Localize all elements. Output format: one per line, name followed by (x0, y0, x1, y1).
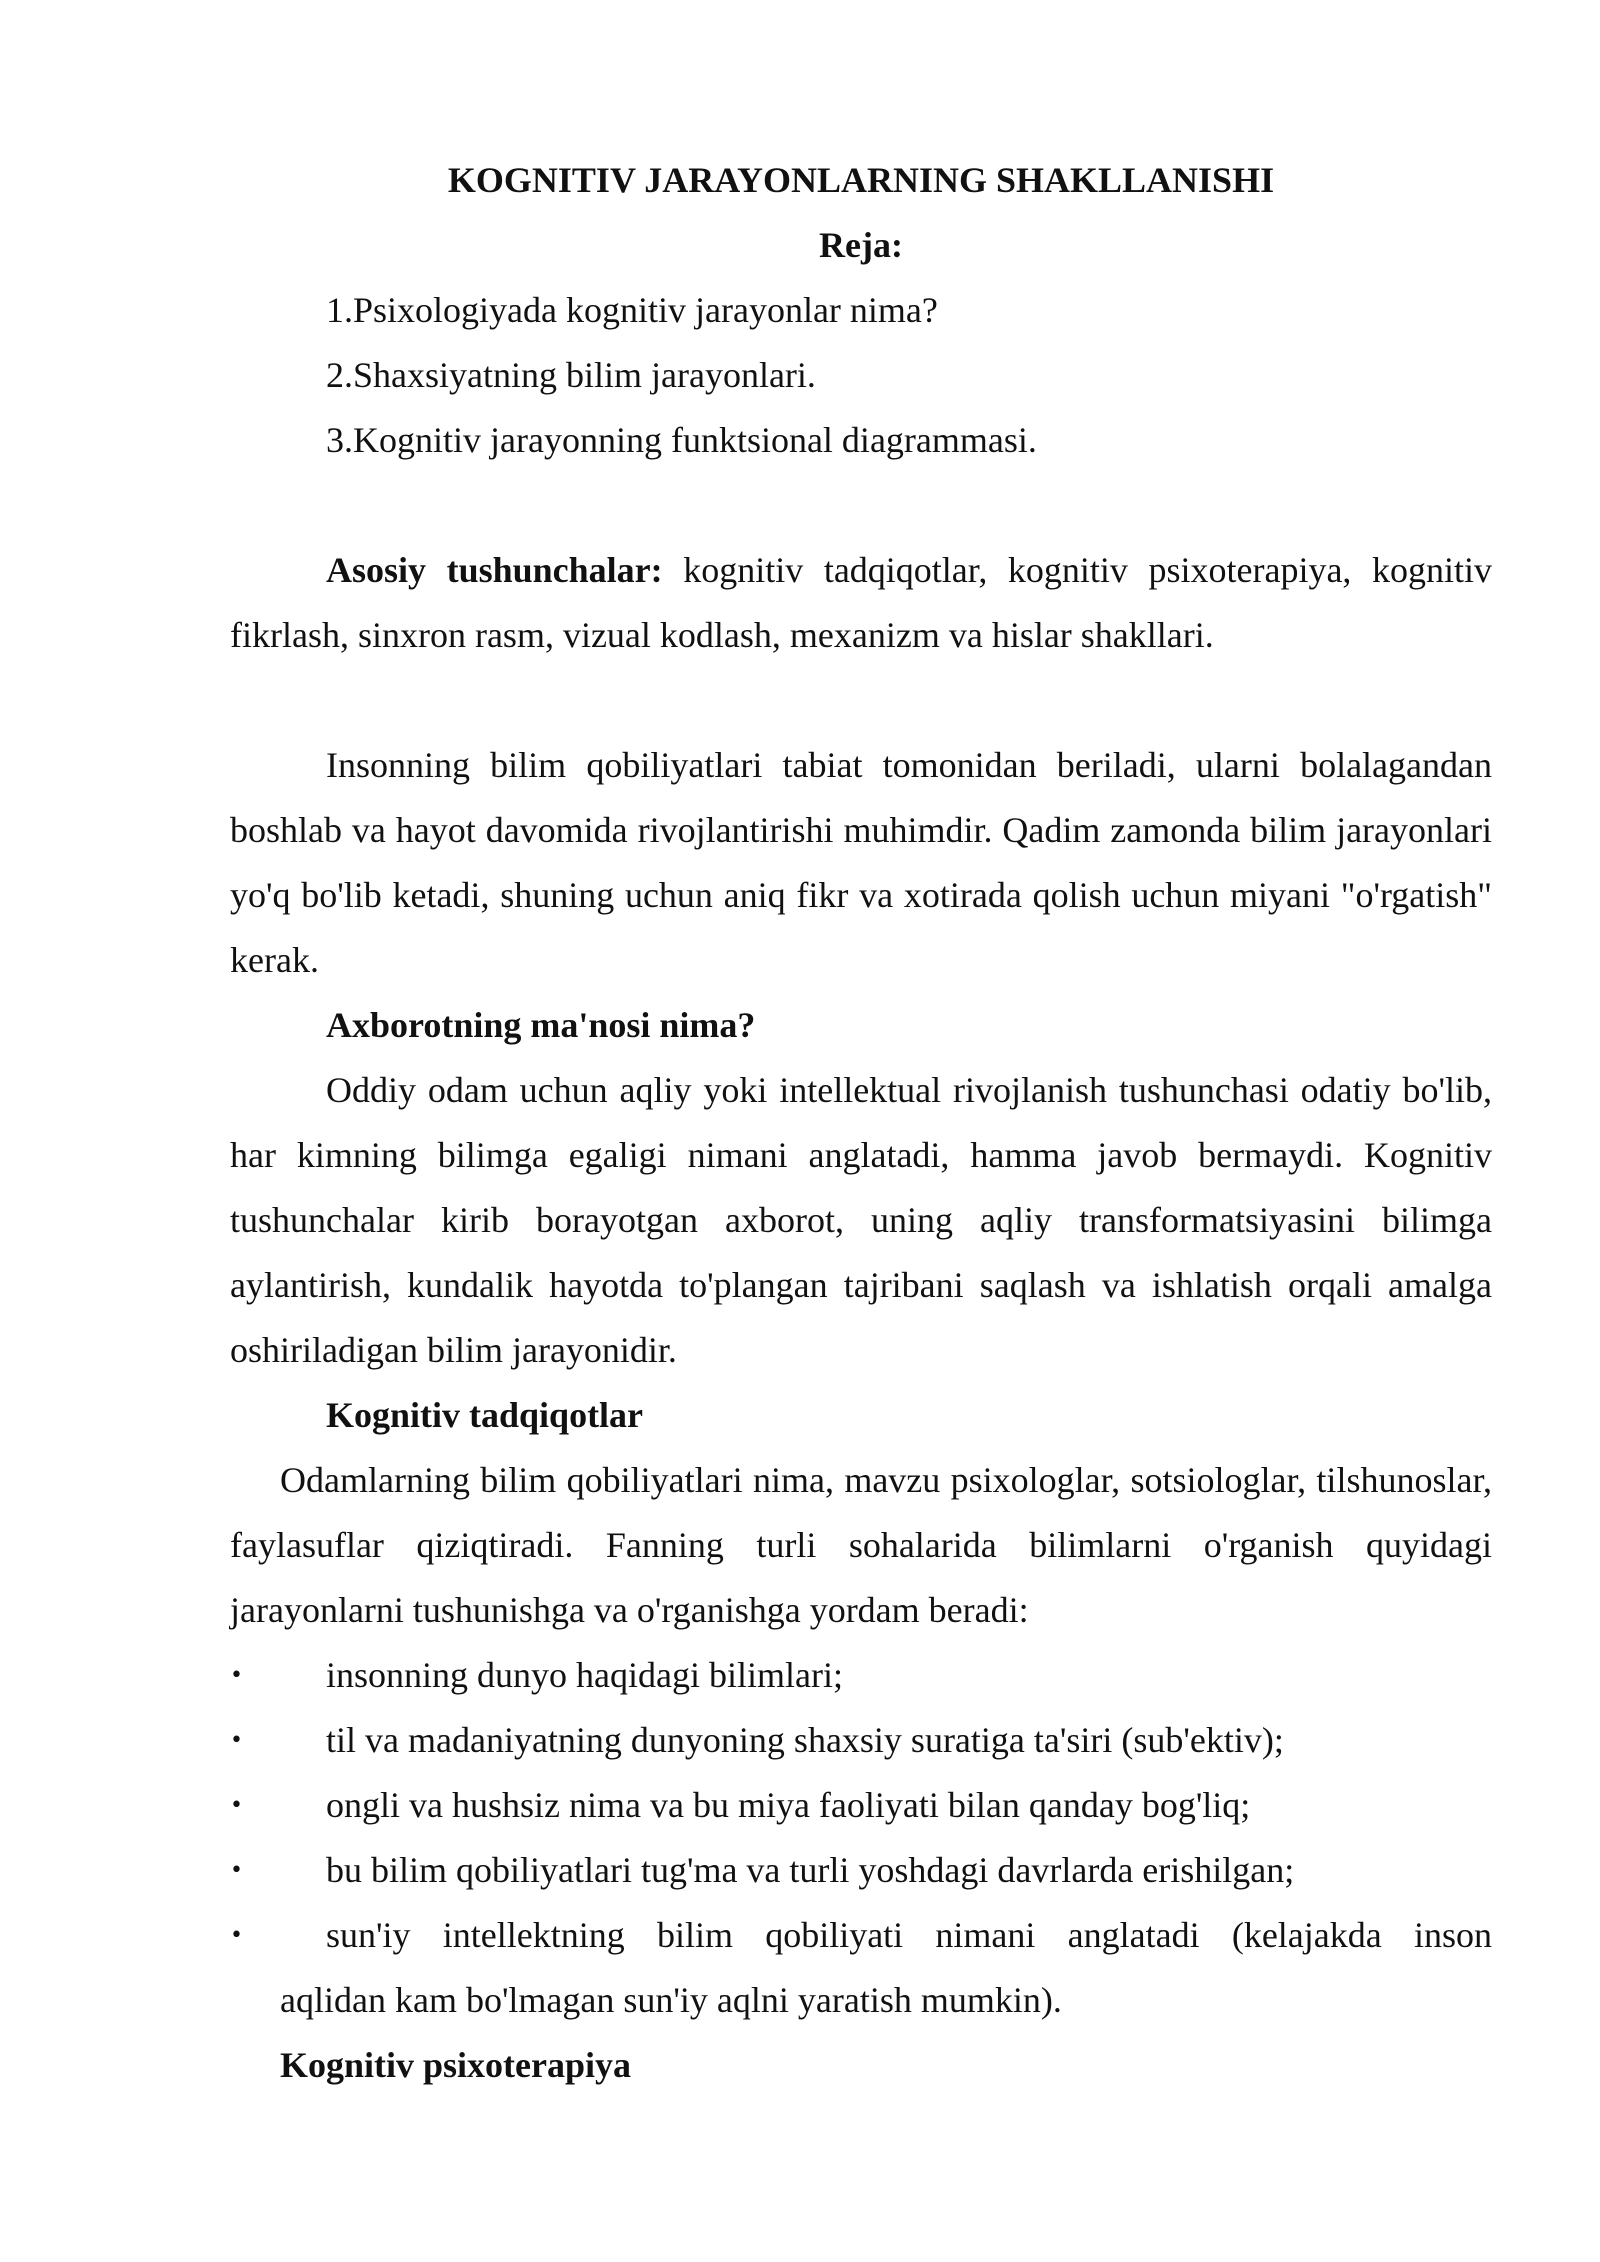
plan-item: 2.Shaxsiyatning bilim jarayonlari. (326, 355, 816, 395)
bullet-icon: • (230, 1663, 243, 1688)
list-item-text: til va madaniyatning dunyoning shaxsiy suratiga ta'siri (sub'ektiv); (326, 1720, 1284, 1760)
key-concepts-label: Asosiy tushunchalar: (326, 550, 663, 590)
list-item-continuation: aqlidan kam bo'lmagan sun'iy aqlni yaratish mumkin). (280, 1980, 1062, 2020)
section-heading-therapy: Kognitiv psixoterapiya (280, 2045, 632, 2085)
blank-line (230, 473, 1492, 538)
bullet-icon: • (230, 1858, 243, 1883)
list-item (230, 1708, 1492, 1773)
section-heading-information: Axborotning ma'nosi nima? (326, 1005, 756, 1045)
blank-line (230, 668, 1492, 733)
bullet-icon: • (230, 1728, 243, 1753)
plan-item: 1.Psixologiyada kognitiv jarayonlar nima? (326, 290, 938, 330)
information-paragraph: Oddiy odam uchun aqliy yoki intellektual rivojlanish tushunchasi odatiy bo'lib, har kimning bilimga egaligi nimani anglatadi, hamma javob bermaydi. Kognitiv tushunchalar kirib borayotgan axborot, uning aqliy transformatsiyasini bilimga aylantirish, kundalik hayotda to'plangan tajribani saqlash va ishlatish orqali amalga oshiriladigan bilim jarayonidir. (230, 1070, 1492, 1370)
list-item (230, 1773, 1492, 1838)
plan-heading: Reja: (819, 225, 903, 265)
document-title: KOGNITIV JARAYONLARNING SHAKLLANISHI (447, 160, 1275, 200)
list-item-text: sun'iy intellektning bilim qobiliyati nimani anglatadi (kelajakda inson (326, 1915, 1492, 1955)
list-item (230, 1903, 1492, 1968)
key-concepts-text: kognitiv tadqiqotlar, kognitiv psixoterapiya, kognitiv fikrlash, sinxron rasm, vizual kodlash, mexanizm va hislar shakllari. (230, 550, 1493, 655)
list-item (230, 1643, 1492, 1708)
key-concepts-paragraph (230, 538, 1492, 668)
bullet-icon: • (230, 1793, 243, 1818)
list-item (230, 1838, 1492, 1903)
bullet-icon: • (230, 1923, 243, 1948)
research-paragraph: Odamlarning bilim qobiliyatlari nima, mavzu psixologlar, sotsiologlar, tilshunoslar, faylasuflar qiziqtiradi. Fanning turli sohalarida bilimlarni o'rganish quyidagi jarayonlarni tushunishga va o'rganishga yordam beradi: (230, 1460, 1492, 1630)
section-heading-research: Kognitiv tadqiqotlar (326, 1395, 644, 1435)
list-item-text: insonning dunyo haqidagi bilimlari; (326, 1655, 843, 1695)
list-item-text: ongli va hushsiz nima va bu miya faoliyati bilan qanday bog'liq; (326, 1785, 1251, 1825)
research-bullet-list (230, 1643, 1492, 1968)
list-item-text: bu bilim qobiliyatlari tug'ma va turli yoshdagi davrlarda erishilgan; (326, 1850, 1295, 1890)
document-body (230, 148, 1492, 2098)
plan-item: 3.Kognitiv jarayonning funktsional diagrammasi. (326, 420, 1037, 460)
intro-paragraph: Insonning bilim qobiliyatlari tabiat tomonidan beriladi, ularni bolalagandan boshlab va hayot davomida rivojlantirishi muhimdir. Qadim zamonda bilim jarayonlari yo'q bo'lib ketadi, shuning uchun aniq fikr va xotirada qolish uchun miyani "o'rgatish" kerak. (230, 745, 1492, 980)
